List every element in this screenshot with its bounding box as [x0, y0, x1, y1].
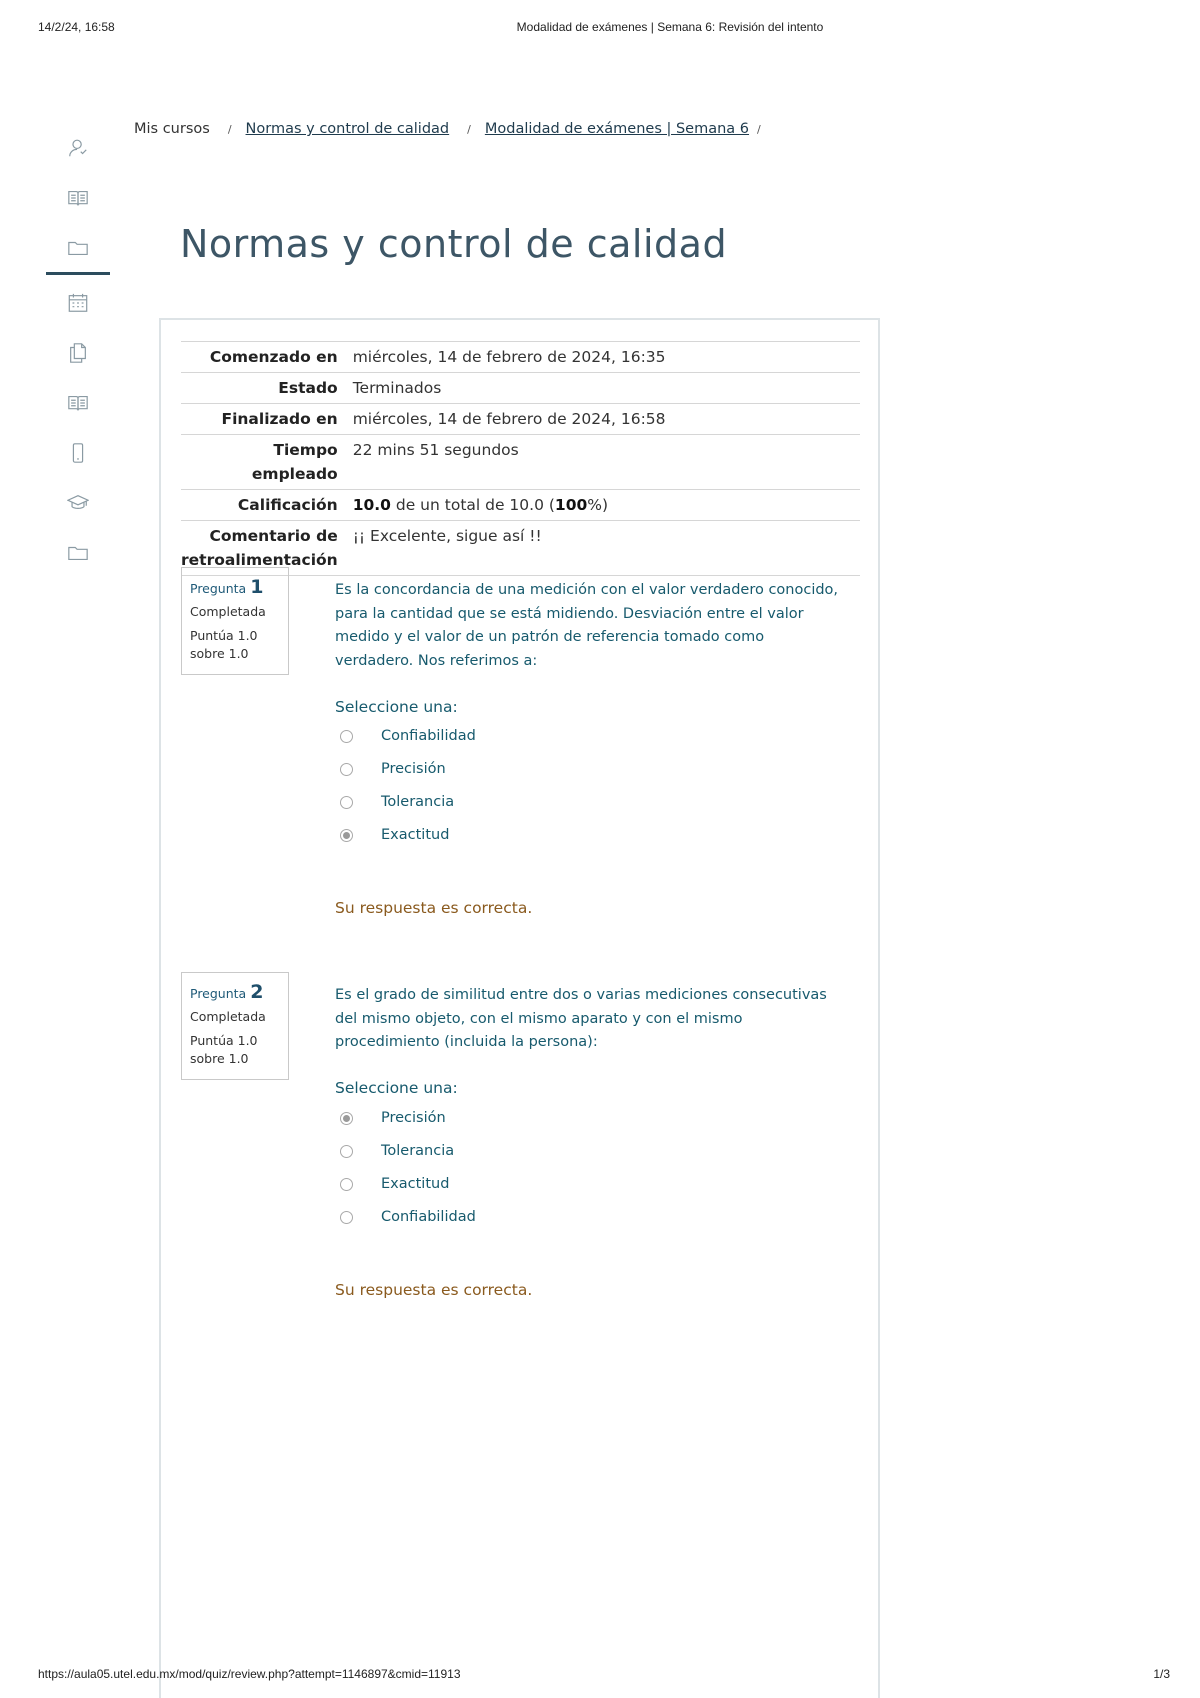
summary-label-line: retroalimentación	[181, 551, 338, 569]
radio-button[interactable]	[340, 763, 353, 776]
folder-icon	[67, 237, 89, 259]
print-header	[0, 20, 1200, 36]
nav-courses[interactable]	[46, 175, 110, 221]
summary-row-time	[181, 435, 860, 490]
book-icon	[67, 187, 89, 209]
summary-label-line: Tiempo	[273, 441, 338, 459]
breadcrumb-separator: /	[227, 123, 232, 136]
nav-mobile[interactable]	[46, 430, 110, 476]
nav-calendar[interactable]	[46, 280, 110, 326]
answer-option[interactable]	[340, 1207, 476, 1227]
radio-button-selected[interactable]	[340, 829, 353, 842]
question-number	[190, 576, 288, 598]
answer-option[interactable]	[340, 825, 449, 845]
page-title: Normas y control de calidad	[180, 222, 728, 266]
grade-percent: 100	[554, 496, 588, 514]
answer-option[interactable]	[340, 1174, 449, 1194]
question-grade-line: Puntúa 1.0	[190, 1033, 258, 1048]
answer-option[interactable]	[340, 726, 476, 746]
answer-option[interactable]	[340, 1108, 446, 1128]
summary-value: ¡¡ Excelente, sigue así !!	[352, 527, 542, 545]
nav-documents[interactable]	[46, 330, 110, 376]
calendar-icon	[67, 292, 89, 314]
breadcrumb-separator: /	[757, 123, 761, 136]
summary-value: miércoles, 14 de febrero de 2024, 16:58	[352, 410, 666, 428]
answer-label: Confiabilidad	[381, 1209, 476, 1225]
print-datetime: 14/2/24, 16:58	[38, 20, 115, 34]
question-info-box	[181, 972, 289, 1080]
breadcrumb-quiz-link[interactable]: Modalidad de exámenes | Semana 6	[484, 121, 750, 137]
summary-row-grade	[181, 490, 860, 521]
radio-button[interactable]	[340, 1211, 353, 1224]
question-grade	[190, 1032, 288, 1068]
answer-label: Exactitud	[381, 827, 450, 843]
summary-value: 22 mins 51 segundos	[352, 441, 519, 459]
radio-button[interactable]	[340, 796, 353, 809]
question-grade-line: sobre 1.0	[190, 1051, 249, 1066]
answer-option[interactable]	[340, 1141, 454, 1161]
question-number-value: 1	[250, 576, 264, 598]
attempt-summary-table	[181, 341, 860, 576]
summary-value	[353, 490, 860, 521]
answer-label: Precisión	[381, 761, 446, 777]
question-prefix: Pregunta	[190, 986, 247, 1001]
documents-icon	[67, 342, 89, 364]
nav-profile[interactable]	[46, 125, 110, 171]
summary-label	[181, 435, 353, 490]
question-grade-line: Puntúa 1.0	[190, 628, 258, 643]
summary-label-line: empleado	[251, 465, 338, 483]
summary-row-finished	[181, 404, 860, 435]
print-title: Modalidad de exámenes | Semana 6: Revisión del intento	[516, 20, 824, 34]
question-grade	[190, 627, 288, 663]
summary-label: Estado	[278, 379, 338, 397]
graduation-cap-icon	[67, 492, 89, 514]
summary-row-state	[181, 373, 860, 404]
summary-row-started	[181, 342, 860, 373]
summary-label: Comenzado en	[209, 348, 338, 366]
summary-label: Finalizado en	[221, 410, 338, 428]
radio-button-selected[interactable]	[340, 1112, 353, 1125]
answer-option[interactable]	[340, 759, 446, 779]
question-state: Completada	[190, 604, 266, 619]
mobile-icon	[67, 442, 89, 464]
folder-icon	[67, 542, 89, 564]
answer-label: Precisión	[381, 1110, 446, 1126]
answer-option[interactable]	[340, 792, 454, 812]
answer-label: Exactitud	[381, 1176, 450, 1192]
answer-label: Tolerancia	[381, 794, 455, 810]
question-number-value: 2	[250, 981, 264, 1003]
nav-library[interactable]	[46, 380, 110, 426]
print-url: https://aula05.utel.edu.mx/mod/quiz/review.php?attempt=1146897&cmid=11913	[38, 1667, 461, 1681]
radio-button[interactable]	[340, 1145, 353, 1158]
nav-folder[interactable]	[46, 530, 110, 576]
answer-feedback: Su respuesta es correcta.	[335, 899, 533, 917]
question-text: Es el grado de similitud entre dos o varias mediciones consecutivas del mismo objeto, con el mismo aparato y con el mismo procedimiento (incluida la persona):	[335, 987, 827, 1050]
print-page-number: 1/3	[1153, 1667, 1170, 1681]
breadcrumb	[134, 121, 761, 137]
grade-score: 10.0	[352, 496, 391, 514]
question-number	[190, 981, 288, 1003]
summary-label-line: Comentario de	[209, 527, 338, 545]
print-footer	[0, 1667, 1200, 1683]
radio-button[interactable]	[340, 1178, 353, 1191]
breadcrumb-course-link[interactable]: Normas y control de calidad	[245, 121, 450, 137]
breadcrumb-separator: /	[467, 123, 471, 136]
question-state: Completada	[190, 1009, 266, 1024]
question-info-box	[181, 567, 289, 675]
grade-total: de un total de 10.0 (	[390, 496, 555, 514]
summary-label: Calificación	[237, 496, 338, 514]
answer-prompt: Seleccione una:	[335, 1079, 458, 1097]
answer-feedback: Su respuesta es correcta.	[335, 1281, 533, 1299]
grade-percent-sign: %)	[587, 496, 609, 514]
question-text: Es la concordancia de una medición con el valor verdadero conocido, para la cantidad que se está midiendo. Desviación entre el valor medido y el valor de un patrón de referencia tomado como verdadero. Nos referimos a:	[335, 582, 839, 669]
summary-value: miércoles, 14 de febrero de 2024, 16:35	[352, 348, 666, 366]
answer-label: Tolerancia	[381, 1143, 455, 1159]
question-grade-line: sobre 1.0	[190, 646, 249, 661]
book-icon	[67, 392, 89, 414]
breadcrumb-my-courses[interactable]: Mis cursos	[134, 121, 210, 137]
radio-button[interactable]	[340, 730, 353, 743]
user-icon	[67, 137, 89, 159]
nav-files[interactable]	[46, 225, 110, 271]
nav-graduation[interactable]	[46, 480, 110, 526]
answer-label: Confiabilidad	[381, 728, 476, 744]
summary-value: Terminados	[352, 379, 442, 397]
answer-prompt: Seleccione una:	[335, 698, 458, 716]
question-prefix: Pregunta	[190, 581, 247, 596]
